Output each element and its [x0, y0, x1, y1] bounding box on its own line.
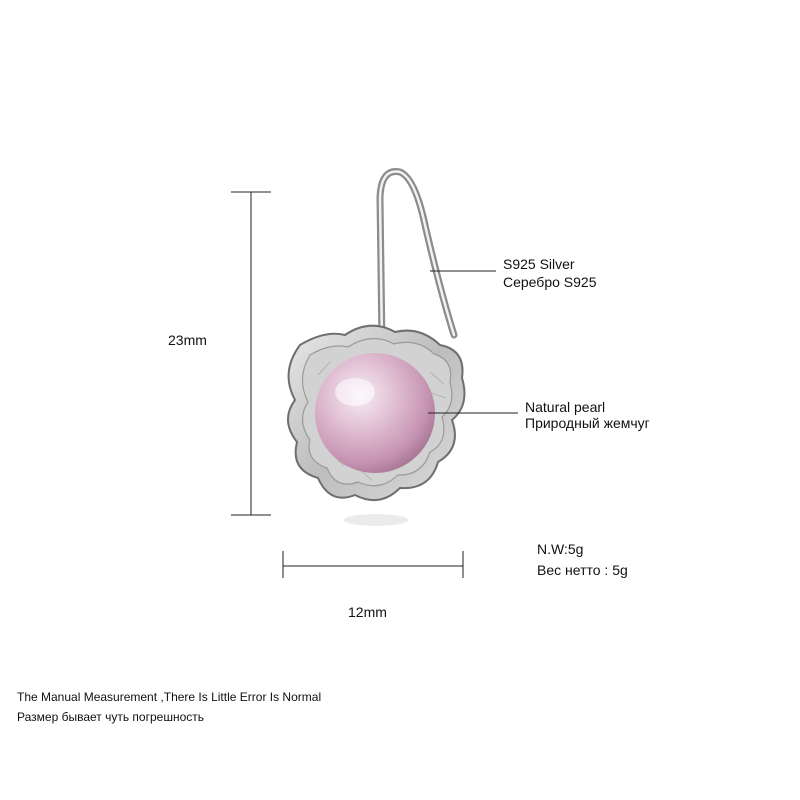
- reflection: [344, 514, 408, 526]
- weight-label-en: N.W:5g: [537, 541, 584, 557]
- height-label: 23mm: [168, 332, 207, 348]
- pearl: [315, 353, 435, 473]
- width-dimension-line: [283, 551, 463, 578]
- measurement-note-en: The Manual Measurement ,There Is Little Error Is Normal: [17, 690, 322, 704]
- material-label-en: S925 Silver: [503, 256, 575, 272]
- weight-label-ru: Вес нетто : 5g: [537, 562, 628, 578]
- measurement-note-ru: Размер бывает чуть погрешность: [17, 710, 205, 724]
- material-label-ru: Серебро S925: [503, 274, 597, 290]
- width-label: 12mm: [348, 604, 387, 620]
- pearl-label-en: Natural pearl: [525, 399, 606, 415]
- pearl-label-ru: Природный жемчуг: [525, 415, 650, 431]
- height-dimension-line: [231, 192, 271, 515]
